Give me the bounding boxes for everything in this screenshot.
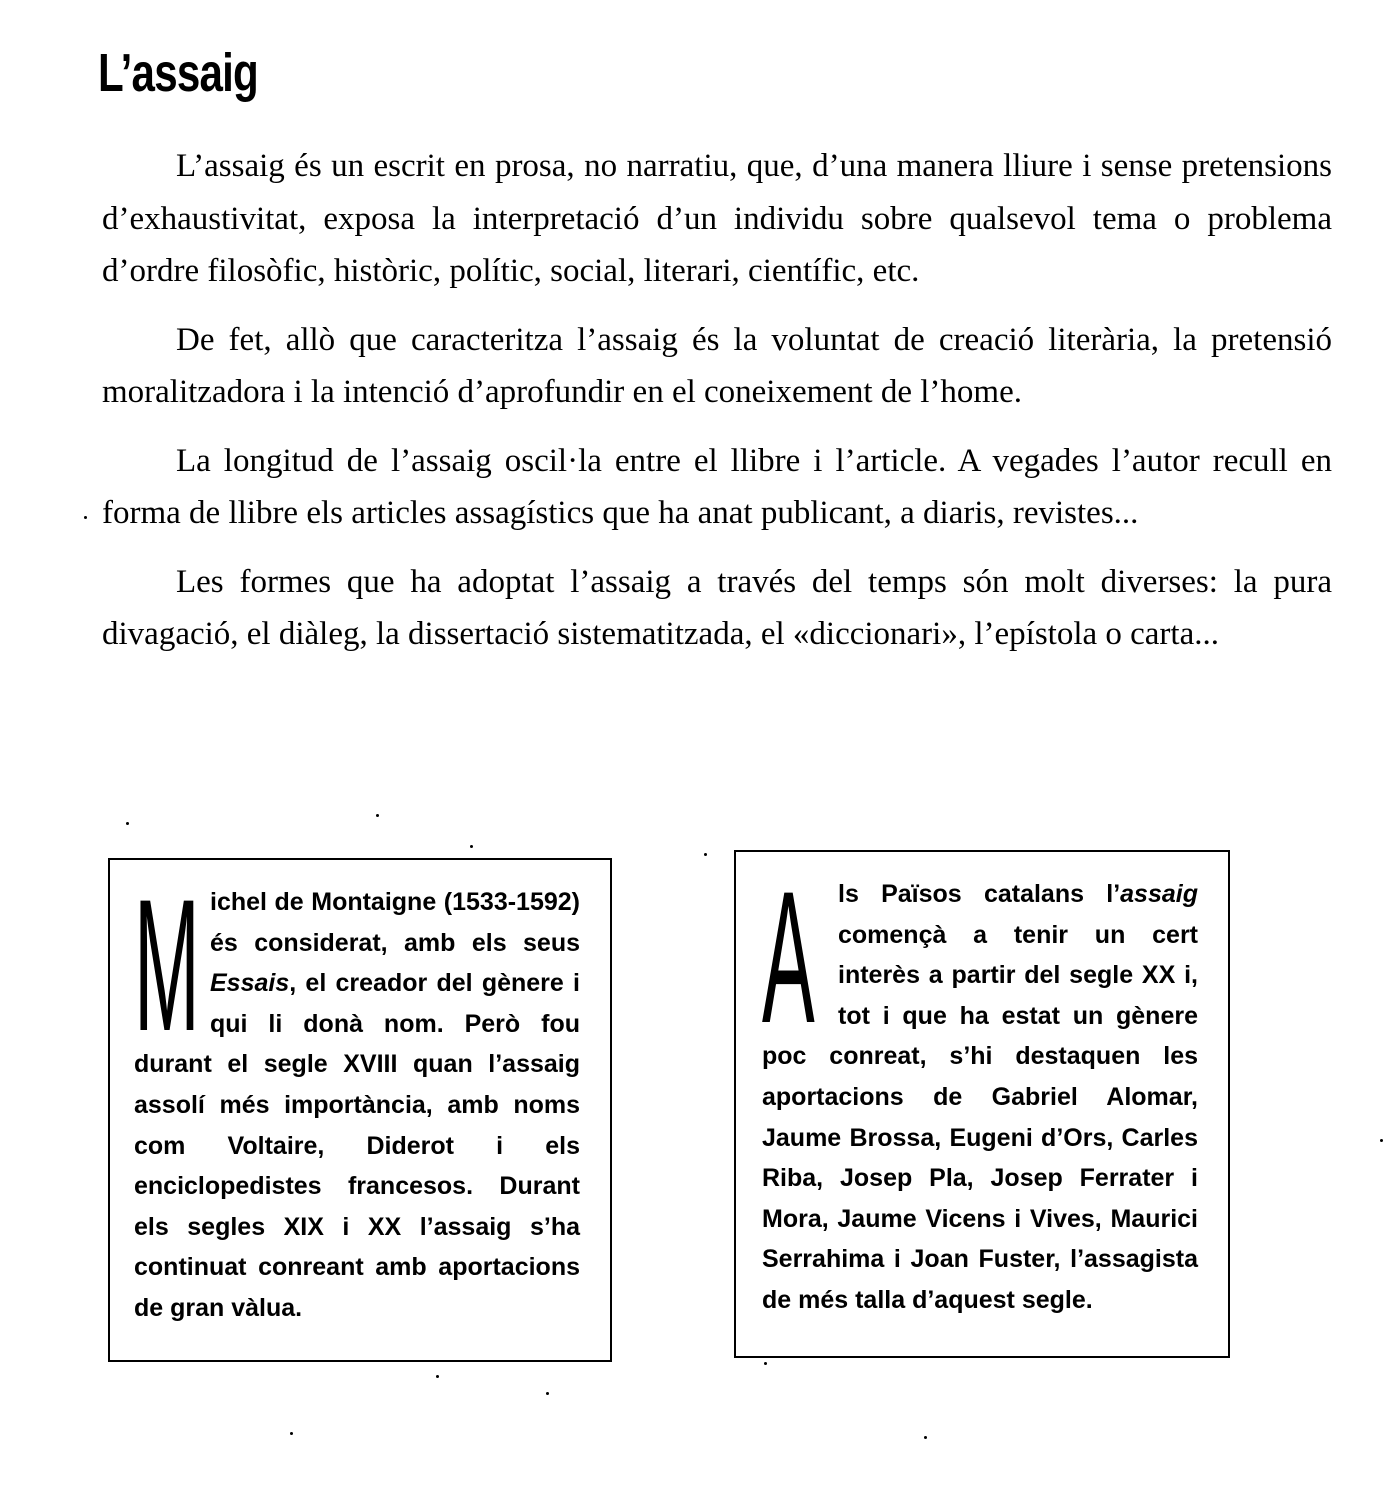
dropcap-m: M [134,860,200,1070]
montaigne-text-end: , el creador del gènere i qui li donà nom. Però fou durant el segle XVIII quan l’assaig assolí més importància, amb noms com Voltaire, Diderot i els enciclopedistes francesos. Durant els segles XIX i XX l’assaig s’ha continuat conreant amb aportacions de gran vàlua. [134,969,580,1322]
scan-speck [764,1362,767,1365]
scan-speck [376,814,379,817]
paisos-catalans-text-start: ls Països catalans l’ [838,880,1121,908]
paisos-catalans-box [734,850,1230,1358]
scan-speck [84,516,87,519]
montaigne-box [108,858,612,1362]
scan-speck [290,1432,293,1435]
montaigne-text-start: ichel de Montaigne (1533-1592) és considerat, amb els seus [210,888,580,957]
paragraph-2: De fet, allò que caracteritza l’assaig és la voluntat de creació literària, la pretensió moralitzadora i la intenció d’aprofundir en el coneixement de l’home. [102,321,1332,410]
scan-speck [546,1392,549,1395]
montaigne-italic: Essais [210,969,290,998]
page-title: L’assaig [98,43,259,103]
paragraph-4: Les formes que ha adoptat l’assaig a través del temps són molt diverses: la pura divagació, el diàleg, la dissertació sistematitzada, el «diccionari», l’epístola o carta... [102,563,1332,652]
paragraph-1: L’assaig és un escrit en prosa, no narratiu, que, d’una manera lliure i sense pretensions d’exhaustivitat, exposa la interpretació d’un individu sobre qualsevol tema o problema d’ordre filosòfic, històric, polític, social, literari, científic, etc. [102,148,1332,289]
body-text [102,140,1332,677]
scan-speck [436,1375,439,1378]
dropcap-a: A [762,852,815,1062]
scan-speck [1380,1139,1383,1142]
paragraph-3: La longitud de l’assaig oscil·la entre el llibre i l’article. A vegades l’autor recull en forma de llibre els articles assagístics que ha anat publicant, a diaris, revistes... [102,442,1332,531]
scan-speck [126,822,129,825]
paisos-catalans-text-end: començà a tenir un cert interès a partir del segle XX i, tot i que ha estat un gènere poc conreat, s’hi destaquen les aportacions de Gabriel Alomar, Jaume Brossa, Eugeni d’Ors, Carles Riba, Josep Pla, Josep Ferrater i Mora, Jaume Vicens i Vives, Maurici Serrahima i Joan Fuster, l’assagista de més talla d’aquest segle. [762,920,1198,1314]
scan-speck [470,845,473,848]
scan-speck [924,1436,927,1439]
montaigne-text [134,860,580,1329]
scan-speck [704,853,707,856]
paisos-catalans-italic: assaig [1120,880,1198,908]
paisos-catalans-text [762,852,1198,1321]
